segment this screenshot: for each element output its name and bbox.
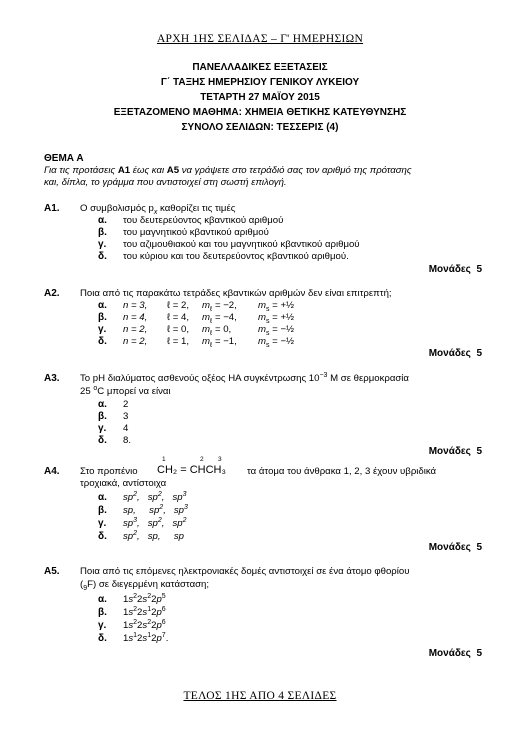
question-a1-number: Α1. bbox=[44, 203, 60, 214]
a4-stem-1: Στο προπένιο bbox=[80, 466, 138, 477]
hybrid-a: sp bbox=[123, 505, 134, 516]
a5-option-letter: δ. bbox=[98, 633, 107, 644]
question-a3-number: Α3. bbox=[44, 373, 60, 384]
a2-ml-val: = −2, bbox=[214, 300, 237, 311]
question-a2-stem: Ποια από τις παρακάτω τετράδες κβαντικών αριθμών δεν είναι επιτρεπτή; bbox=[80, 288, 392, 299]
a5-option-config: $1s^22s^12p^6$ bbox=[123, 605, 166, 618]
a2-ms-val: = +½ bbox=[272, 300, 295, 311]
a1-option-letter: β. bbox=[98, 227, 107, 238]
a2-ms: $m_s$ = +½ bbox=[258, 300, 295, 313]
a2-option-letter: δ. bbox=[98, 336, 107, 347]
marks-value: 5 bbox=[476, 446, 482, 457]
question-a3-stem bbox=[80, 373, 485, 385]
a3-marks bbox=[429, 446, 482, 457]
a4-option-hybrid: $sp^2$, $sp^2$, $sp^3$ bbox=[123, 490, 187, 503]
hybrid-b-exp: 2 bbox=[157, 516, 162, 524]
a1-option-text: του κύριου και του δευτερεύοντος κβαντικού αριθμού. bbox=[123, 251, 349, 262]
a2-ml: $m_\ell = -2$, bbox=[202, 300, 237, 313]
a5-option-letter: β. bbox=[98, 607, 107, 618]
a2-l: ℓ = 2, bbox=[167, 300, 190, 311]
instruction-part-2: έως και bbox=[130, 165, 167, 176]
a1-option-text: του μαγνητικού κβαντικού αριθμού bbox=[123, 227, 269, 238]
a4-carbon-number: 3 bbox=[218, 456, 222, 463]
a2-l: ℓ = 4, bbox=[167, 312, 190, 323]
hybrid-a: sp bbox=[123, 518, 134, 529]
a2-marks bbox=[429, 348, 482, 359]
a3-line2-b: C μπορεί να είναι bbox=[97, 386, 171, 397]
a4-option-hybrid: sp, $sp^2$, $sp^3$ bbox=[123, 503, 188, 516]
cfg-s2: 2 bbox=[147, 592, 152, 600]
a3-option-text: 4 bbox=[123, 423, 129, 434]
a4-option-letter: α. bbox=[98, 492, 107, 503]
instruction-part-1: Για τις προτάσεις bbox=[44, 165, 118, 176]
a2-ml: $m_\ell = -1$, bbox=[202, 336, 237, 349]
marks-label: Μονάδες bbox=[428, 648, 471, 659]
a2-ms-val: = −½ bbox=[272, 324, 295, 335]
marks-label: Μονάδες bbox=[428, 542, 471, 553]
a4-option-letter: β. bbox=[98, 505, 107, 516]
question-a3-stem-line2 bbox=[80, 386, 171, 398]
cfg-s2: 1 bbox=[147, 605, 152, 613]
instruction-a1: Α1 bbox=[117, 165, 131, 176]
a3-stem-exp: −3 bbox=[319, 371, 328, 379]
a2-ms-val: = +½ bbox=[272, 312, 295, 323]
marks-label: Μονάδες bbox=[428, 348, 471, 359]
a3-option-text: 2 bbox=[123, 399, 129, 410]
header-line-4: ΕΞΕΤΑΖΟΜΕΝΟ ΜΑΘΗΜΑ: ΧΗΜΕΙΑ ΘΕΤΙΚΗΣ ΚΑΤΕΥΘΥΝΣΗΣ bbox=[113, 107, 407, 118]
a4-option-letter: δ. bbox=[98, 531, 107, 542]
a2-option-letter: α. bbox=[98, 300, 107, 311]
instruction-part-3: να γράψετε στο τετράδιό σας τον αριθμό της πρότασης bbox=[179, 165, 412, 176]
header-line-5: ΣΥΝΟΛΟ ΣΕΛΙΔΩΝ: ΤΕΣΣΕΡΙΣ (4) bbox=[181, 122, 339, 133]
question-a5-stem-line2 bbox=[80, 579, 209, 591]
page-footer: ΤΕΛΟΣ 1ΗΣ ΑΠΟ 4 ΣΕΛΙΔΕΣ bbox=[183, 690, 337, 702]
a3-option-letter: δ. bbox=[98, 435, 107, 446]
a4-formula: CH₂ = CHCH₃ bbox=[157, 464, 226, 476]
hybrid-c: sp bbox=[173, 531, 184, 542]
header-line-3: ΤΕΤΑΡΤΗ 27 ΜΑΪΟΥ 2015 bbox=[200, 92, 320, 103]
hybrid-b: sp bbox=[149, 505, 160, 516]
marks-value: 5 bbox=[476, 264, 482, 275]
a3-option-text: 3 bbox=[123, 411, 129, 422]
a2-n: n = 2, bbox=[123, 336, 148, 347]
hybrid-c-exp: 2 bbox=[182, 516, 187, 524]
cfg-s1: 2 bbox=[133, 618, 138, 626]
marks-value: 5 bbox=[476, 348, 482, 359]
cfg-p: 5 bbox=[161, 592, 166, 600]
a2-option-letter: γ. bbox=[98, 324, 107, 335]
hybrid-b-exp: 2 bbox=[157, 490, 162, 498]
question-a5-stem: Ποια από τις επόμενες ηλεκτρονιακές δομές αντιστοιχεί σε ένα άτομο φθορίου bbox=[80, 566, 410, 577]
a5-option-config: $1s^22s^22p^5$ bbox=[123, 592, 166, 605]
hybrid-c: sp bbox=[172, 518, 183, 529]
question-a2-number: Α2. bbox=[44, 288, 60, 299]
question-a5-number: Α5. bbox=[44, 566, 60, 577]
a2-ms: $m_s$ = +½ bbox=[258, 312, 295, 325]
a5-line2-post: F) σε διεγερμένη κατάσταση; bbox=[87, 579, 210, 590]
a4-marks bbox=[429, 542, 482, 553]
marks-value: 5 bbox=[476, 648, 482, 659]
a4-stem-line2: τροχιακά, αντίστοιχα bbox=[80, 478, 167, 489]
a3-stem-2: Μ σε θερμοκρασία bbox=[327, 373, 409, 384]
a2-n: n = 4, bbox=[123, 312, 148, 323]
cfg-p: 7 bbox=[161, 631, 166, 639]
a5-option-letter: α. bbox=[98, 594, 107, 605]
a1-stem-sub: x bbox=[153, 208, 158, 216]
a3-stem-1: Το pH διαλύματος ασθενούς οξέος ΗΑ συγκέντρωσης 10 bbox=[80, 373, 320, 384]
a5-option-letter: γ. bbox=[98, 620, 107, 631]
instruction-a5: Α5 bbox=[166, 165, 180, 176]
marks-label: Μονάδες bbox=[428, 446, 471, 457]
a5-option-config: $1s^12s^12p^7$. bbox=[123, 631, 169, 644]
a2-ml: $m_\ell = -4$, bbox=[202, 312, 237, 325]
a4-carbon-number: 2 bbox=[200, 456, 204, 463]
cfg-s1: 2 bbox=[133, 605, 138, 613]
section-title: ΘΕΜΑ Α bbox=[44, 153, 84, 164]
a2-ms-val: = −½ bbox=[272, 336, 295, 347]
instruction-line-2: και, δίπλα, το γράμμα που αντιστοιχεί στη σωστή επιλογή. bbox=[44, 177, 287, 188]
a4-option-letter: γ. bbox=[98, 518, 107, 529]
a5-line2-pre: ( bbox=[80, 579, 84, 590]
hybrid-c: sp bbox=[172, 492, 183, 503]
a3-option-text: 8. bbox=[123, 435, 132, 446]
hybrid-b-exp: 2 bbox=[159, 503, 164, 511]
a2-ms: $m_s$ = −½ bbox=[258, 336, 295, 349]
a4-stem-2: τα άτομα του άνθρακα 1, 2, 3 έχουν υβριδικά bbox=[247, 466, 437, 477]
a5-marks bbox=[429, 648, 482, 659]
a2-option-letter: β. bbox=[98, 312, 107, 323]
a3-option-letter: β. bbox=[98, 411, 107, 422]
a1-option-text: του αζιμουθιακού και του μαγνητικού κβαντικού αριθμού bbox=[123, 239, 360, 250]
cfg-end: . bbox=[165, 633, 169, 644]
hybrid-b: sp bbox=[147, 518, 158, 529]
hybrid-a-exp: 2 bbox=[133, 529, 138, 537]
a1-stem-after: καθορίζει τις τιμές bbox=[157, 203, 236, 214]
a4-carbon-number: 1 bbox=[162, 456, 166, 463]
a1-option-letter: γ. bbox=[98, 239, 107, 250]
hybrid-a-exp: 3 bbox=[133, 516, 138, 524]
a5-option-config: $1s^22s^22p^6$ bbox=[123, 618, 166, 631]
a3-line2-a: 25 bbox=[80, 386, 94, 397]
a2-n: n = 3, bbox=[123, 300, 148, 311]
a1-stem-before: Ο συμβολισμός p bbox=[80, 203, 154, 214]
hybrid-a: sp bbox=[123, 492, 134, 503]
a1-option-letter: δ. bbox=[98, 251, 107, 262]
a2-l: ℓ = 0, bbox=[167, 324, 190, 335]
hybrid-c-exp: 3 bbox=[184, 503, 188, 511]
a1-option-letter: α. bbox=[98, 215, 107, 226]
question-a4-number: Α4. bbox=[44, 466, 60, 477]
hybrid-a: sp bbox=[123, 531, 134, 542]
cfg-s2: 2 bbox=[147, 618, 152, 626]
marks-label: Μονάδες bbox=[428, 264, 471, 275]
cfg-s1: 2 bbox=[133, 592, 138, 600]
cfg-p: 6 bbox=[161, 605, 166, 613]
a1-marks bbox=[429, 264, 482, 275]
a2-l: ℓ = 1, bbox=[167, 336, 190, 347]
page-top-banner: ΑΡΧΗ 1ΗΣ ΣΕΛΙΔΑΣ – Γ' ΗΜΕΡΗΣΙΩΝ bbox=[156, 33, 364, 45]
section-instruction bbox=[44, 165, 484, 189]
a4-option-hybrid: $sp^3$, $sp^2$, $sp^2$ bbox=[123, 516, 187, 529]
a3-option-letter: α. bbox=[98, 399, 107, 410]
header-line-1: ΠΑΝΕΛΛΑΔΙΚΕΣ ΕΞΕΤΑΣΕΙΣ bbox=[192, 62, 328, 73]
marks-value: 5 bbox=[476, 542, 482, 553]
a2-ml: $m_\ell = 0$, bbox=[202, 324, 232, 337]
hybrid-a-exp: 2 bbox=[133, 490, 138, 498]
a2-ms: $m_s$ = −½ bbox=[258, 324, 295, 337]
a4-option-hybrid: $sp^2$, sp, sp bbox=[123, 529, 184, 542]
header-line-2: Γ΄ ΤΑΞΗΣ ΗΜΕΡΗΣΙΟΥ ΓΕΝΙΚΟΥ ΛΥΚΕΙΟΥ bbox=[160, 77, 360, 88]
a2-n: n = 2, bbox=[123, 324, 148, 335]
cfg-s2: 1 bbox=[147, 631, 152, 639]
a2-ml-val: = −4, bbox=[214, 312, 237, 323]
a1-option-text: του δευτερεύοντος κβαντικού αριθμού bbox=[123, 215, 284, 226]
cfg-p: 6 bbox=[161, 618, 166, 626]
hybrid-c-exp: 3 bbox=[182, 490, 187, 498]
a5-line2-sub: 9 bbox=[83, 584, 88, 592]
question-a1-stem bbox=[80, 203, 235, 215]
a2-ml-val: = −1, bbox=[214, 336, 237, 347]
hybrid-b: sp bbox=[147, 492, 158, 503]
hybrid-b: sp bbox=[147, 531, 158, 542]
a3-line2-deg: ο bbox=[93, 384, 98, 392]
hybrid-c: sp bbox=[173, 505, 184, 516]
cfg-s1: 1 bbox=[133, 631, 138, 639]
a3-option-letter: γ. bbox=[98, 423, 107, 434]
a2-ml-val: = 0, bbox=[214, 324, 232, 335]
